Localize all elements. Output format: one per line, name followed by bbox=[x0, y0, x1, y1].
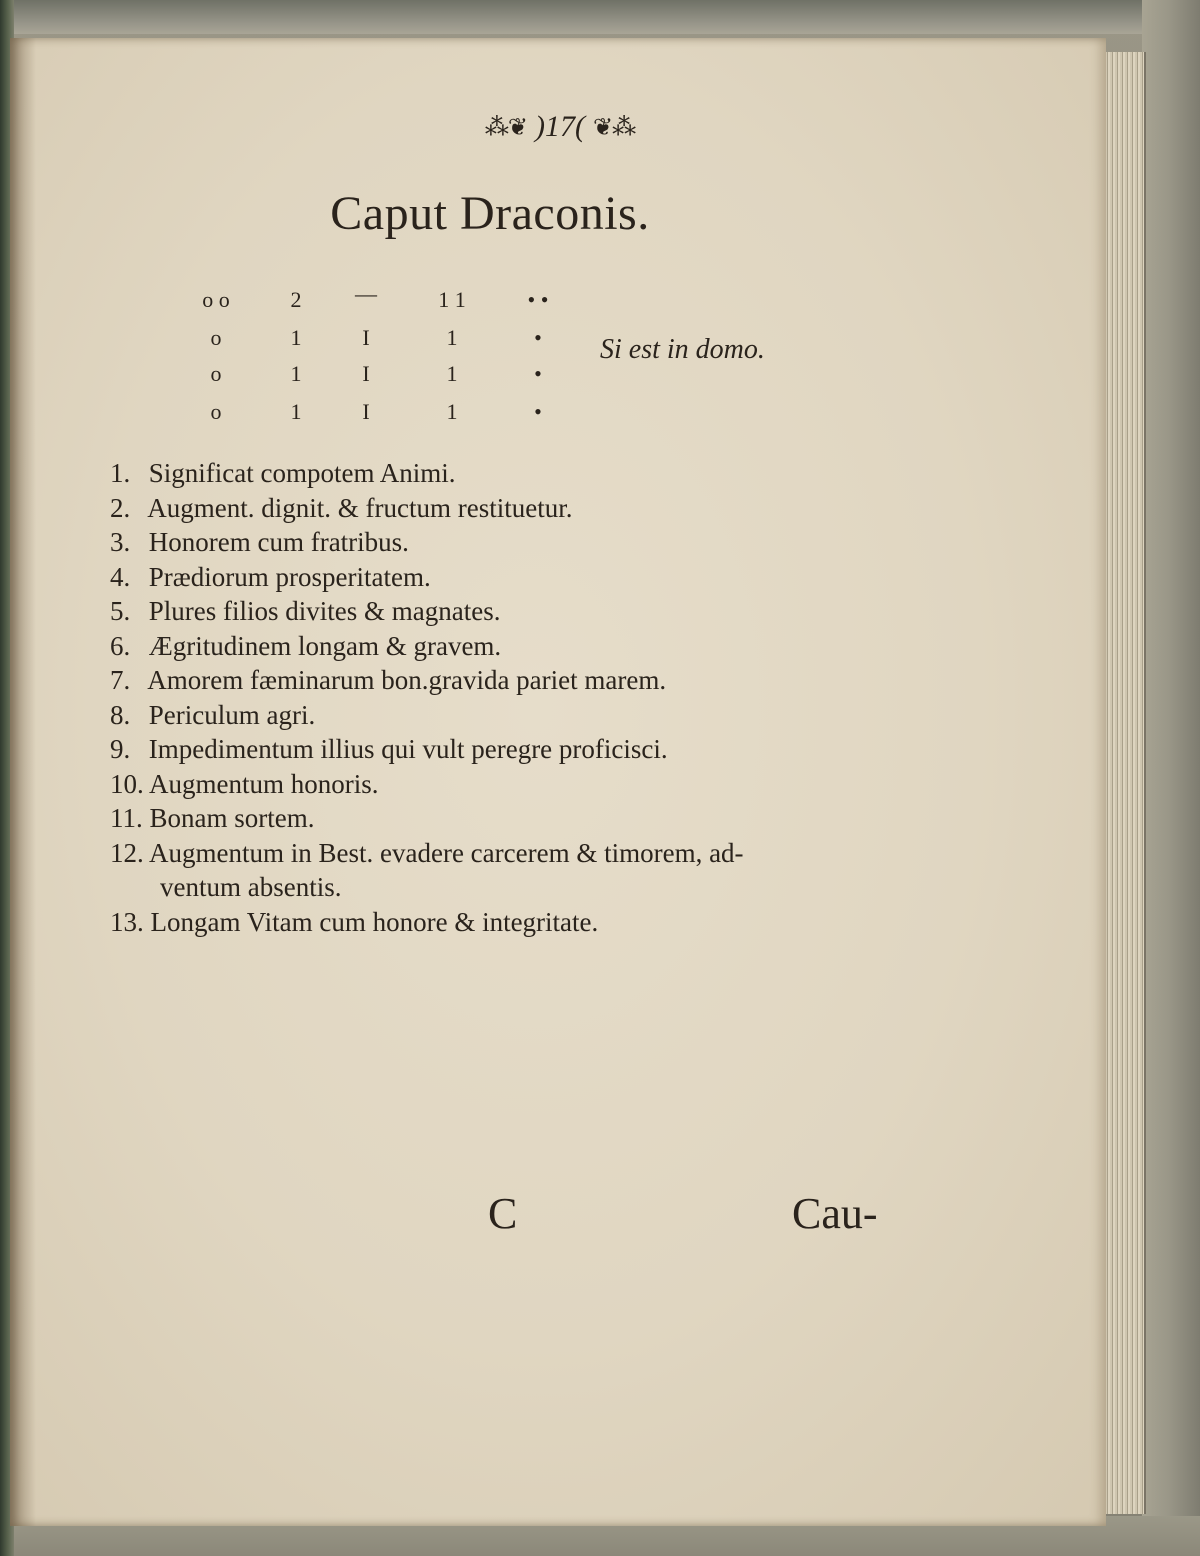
list-item bbox=[110, 801, 910, 836]
item-text: Impedimentum illius qui vult peregre proficisci. bbox=[148, 734, 668, 764]
item-text: Augmentum in Best. evadere carcerem & timorem, ad- bbox=[149, 837, 744, 868]
item-text: Amorem fæminarum bon.gravida pariet marem. bbox=[147, 665, 667, 695]
item-number: 3. bbox=[110, 527, 131, 557]
item-text: Ægritudinem longam & gravem. bbox=[148, 630, 502, 661]
page-gutter-shadow bbox=[10, 38, 36, 1526]
list-item bbox=[110, 905, 910, 940]
figure-column bbox=[276, 284, 316, 464]
item-text: Longam Vitam cum honore & integritate. bbox=[150, 906, 599, 937]
page-title: Caput Draconis. bbox=[330, 187, 650, 240]
figure-column bbox=[432, 284, 472, 464]
signature-mark: C bbox=[488, 1189, 518, 1238]
figure-mark: 1 bbox=[446, 361, 458, 386]
figure-mark: 1 bbox=[290, 325, 302, 350]
figure-mark: • • bbox=[527, 287, 549, 312]
item-number: 13. bbox=[110, 906, 144, 937]
right-flourish-icon: ❦⁂ bbox=[592, 114, 636, 141]
list-item bbox=[110, 456, 910, 491]
item-number: 10. bbox=[110, 768, 144, 799]
page-edges bbox=[1100, 52, 1146, 1514]
figure-mark: I bbox=[362, 399, 370, 424]
item-number: 7. bbox=[110, 665, 131, 695]
figure-mark: 1 1 bbox=[438, 287, 466, 312]
figure-mark: 1 bbox=[290, 361, 302, 386]
figure-column bbox=[196, 284, 236, 464]
book-page bbox=[10, 38, 1106, 1526]
item-text: Periculum agri. bbox=[148, 699, 316, 730]
list-item bbox=[110, 525, 910, 560]
list-item bbox=[110, 732, 910, 767]
figure-mark: 1 bbox=[446, 399, 458, 424]
list-item bbox=[110, 663, 910, 698]
item-number: 8. bbox=[110, 699, 131, 730]
item-number: 11. bbox=[110, 803, 143, 833]
figure-mark: I bbox=[362, 361, 370, 386]
catchword: Cau- bbox=[792, 1189, 878, 1238]
figure-mark: 2 bbox=[290, 287, 302, 312]
figure-mark: • bbox=[534, 325, 542, 350]
binding-top-edge bbox=[0, 0, 1200, 34]
item-continuation: ventum absentis. bbox=[160, 872, 342, 902]
item-text: Augmentum honoris. bbox=[149, 768, 379, 799]
item-number: 6. bbox=[110, 630, 131, 661]
item-number: 2. bbox=[110, 492, 131, 523]
item-number: 9. bbox=[110, 734, 131, 764]
list-item bbox=[110, 767, 910, 802]
item-number: 5. bbox=[110, 596, 131, 626]
figure-mark: — bbox=[355, 281, 377, 306]
page-number: )17( bbox=[535, 110, 585, 143]
left-flourish-icon: ⁂❦ bbox=[484, 114, 527, 141]
binding-right-edge bbox=[1142, 0, 1200, 1556]
list-item bbox=[110, 629, 910, 664]
item-number: 12. bbox=[110, 837, 144, 868]
list-item bbox=[110, 594, 910, 629]
item-text: Augment. dignit. & fructum restituetur. bbox=[147, 492, 573, 523]
figure-mark: • bbox=[534, 399, 542, 424]
item-text: Plures filios divites & magnates. bbox=[148, 596, 501, 626]
figure-mark: o o bbox=[202, 287, 230, 312]
item-text: Significat compotem Animi. bbox=[148, 458, 456, 488]
figure-mark: 1 bbox=[446, 325, 458, 350]
significations-list bbox=[110, 456, 910, 939]
figure-mark: 1 bbox=[290, 399, 302, 424]
item-text: Honorem cum fratribus. bbox=[148, 527, 409, 557]
figure-mark: o bbox=[210, 399, 222, 424]
list-item bbox=[110, 560, 910, 595]
figure-mark: • bbox=[534, 361, 542, 386]
figure-column bbox=[346, 281, 386, 464]
item-number: 1. bbox=[110, 458, 131, 488]
list-item bbox=[110, 698, 910, 733]
side-note: Si est in domo. bbox=[600, 334, 765, 365]
figure-mark: o bbox=[210, 361, 222, 386]
item-number: 4. bbox=[110, 561, 131, 592]
item-text: Prædiorum prosperitatem. bbox=[148, 561, 431, 592]
list-item bbox=[110, 836, 910, 905]
list-item bbox=[110, 491, 910, 526]
figure-mark: I bbox=[362, 325, 370, 350]
geomantic-figure bbox=[196, 281, 576, 464]
figure-mark: o bbox=[210, 325, 222, 350]
item-text: Bonam sortem. bbox=[149, 803, 315, 833]
running-header bbox=[350, 110, 770, 160]
figure-column bbox=[518, 284, 558, 464]
